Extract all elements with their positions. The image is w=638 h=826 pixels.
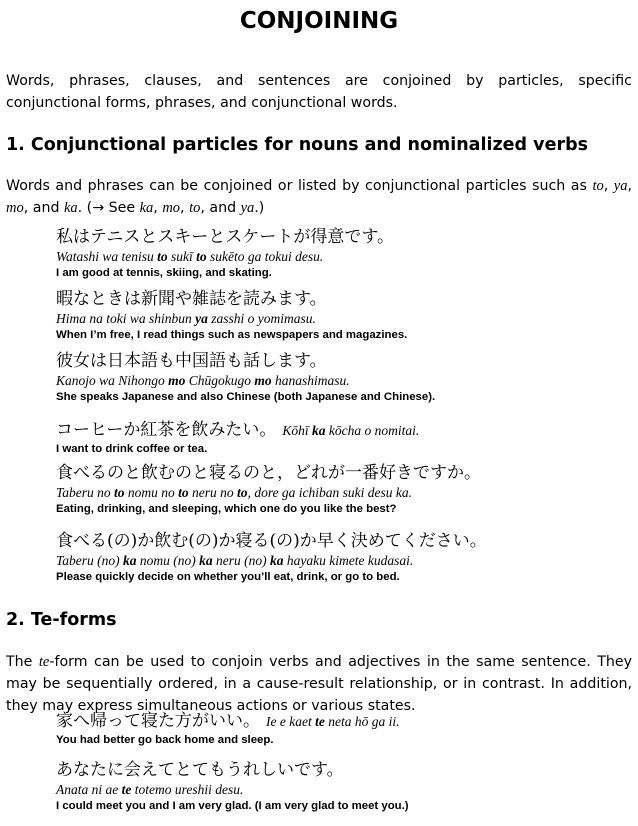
section-2-heading: 2. Te-forms — [6, 610, 117, 630]
example-3 — [56, 351, 632, 405]
section-1-intro: Words and phrases can be conjoined or listed by conjunctional particles such as to, ya, mo, and ka. (→ See ka, mo, to, and ya.) — [6, 178, 632, 216]
english-translation: I am good at tennis, skiing, and skating. — [56, 267, 272, 279]
english-translation: Please quickly decide on whether you’ll eat, drink, or go to bed. — [56, 571, 400, 583]
te-example-1 — [56, 711, 632, 748]
japanese-sentence: 彼女は日本語も中国語も話します。 — [56, 351, 327, 371]
example-2 — [56, 289, 632, 343]
section-1-heading: 1. Conjunctional particles for nouns and nominalized verbs — [6, 135, 589, 155]
japanese-sentence: コーヒーか紅茶を飲みたい。 Kōhī ka kōcha o nomitai. — [56, 420, 420, 440]
english-translation: I want to drink coffee or tea. — [56, 443, 208, 455]
section-2-intro: The te-form can be used to conjoin verbs and adjectives in the same sentence. They may be sequentially ordered, in a cause-result relationship, or in contrast. In addition, they may express simultaneous actions or various states. — [6, 654, 632, 714]
romaji-sentence: Taberu (no) ka nomu (no) ka neru (no) ka hayaku kimete kudasai. — [56, 553, 414, 568]
romaji-sentence: Kōhī ka kōcha o nomitai. — [282, 423, 420, 438]
romaji-sentence: Watashi wa tenisu to sukī to sukēto ga tokui desu. — [56, 249, 324, 264]
japanese-sentence: あなたに会えてとてもうれしいです。 — [56, 760, 344, 780]
romaji-sentence: Hima na toki wa shinbun ya zasshi o yomimasu. — [56, 311, 316, 326]
english-translation: Eating, drinking, and sleeping, which one do you like the best? — [56, 503, 397, 515]
english-translation: She speaks Japanese and also Chinese (both Japanese and Chinese). — [56, 391, 436, 403]
intro-paragraph: Words, phrases, clauses, and sentences are conjoined by particles, specific conjunctional forms, phrases, and conjunctional words. — [6, 73, 632, 111]
romaji-sentence: Taberu no to nomu no to neru no to, dore ga ichiban suki desu ka. — [56, 485, 413, 500]
japanese-sentence: 家へ帰って寝た方がいい。 Ie e kaet te neta hō ga ii. — [56, 711, 400, 731]
page-title: CONJOINING — [239, 8, 399, 34]
english-translation: I could meet you and I am very glad. (I am very glad to meet you.) — [56, 800, 409, 812]
english-translation: You had better go back home and sleep. — [56, 734, 274, 746]
romaji-sentence: Ie e kaet te neta hō ga ii. — [266, 714, 400, 729]
japanese-sentence: 暇なときは新聞や雑誌を読みます。 — [56, 289, 327, 309]
example-5 — [56, 463, 632, 517]
romaji-sentence: Kanojo wa Nihongo mo Chūgokugo mo hanashimasu. — [56, 373, 350, 388]
japanese-sentence: 食べるのと飲むのと寝るのと，どれが一番好きですか。 — [56, 463, 481, 483]
romaji-sentence: Anata ni ae te totemo ureshii desu. — [56, 782, 244, 797]
te-example-2 — [56, 760, 632, 814]
example-1 — [56, 227, 632, 281]
example-6 — [56, 531, 632, 585]
example-4 — [56, 420, 632, 457]
japanese-sentence: 食べる(の)か飲む(の)か寝る(の)か早く決めてください。 — [56, 531, 487, 551]
english-translation: When I’m free, I read things such as newspapers and magazines. — [56, 329, 408, 341]
japanese-sentence: 私はテニスとスキーとスケートが得意です。 — [56, 227, 394, 247]
